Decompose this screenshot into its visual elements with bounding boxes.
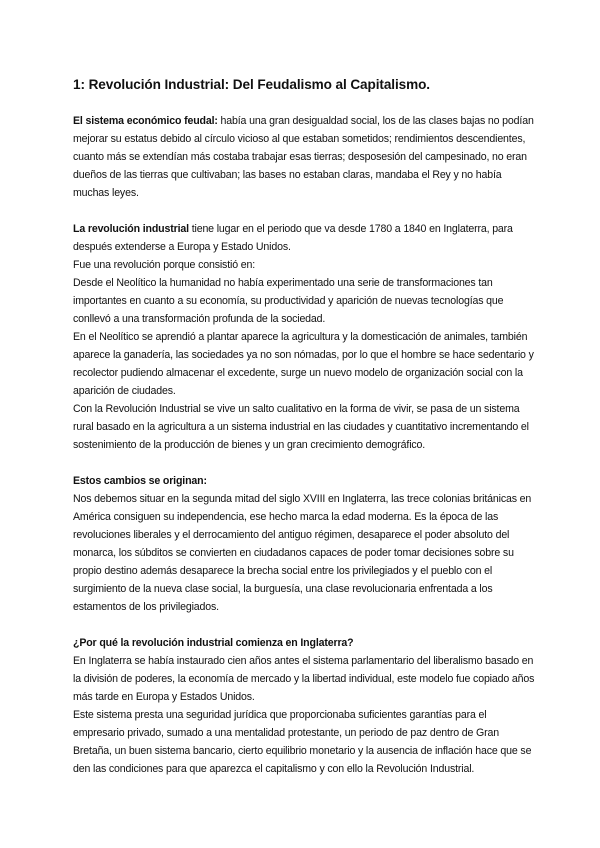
paragraph (73, 220, 538, 256)
paragraph: En el Neolítico se aprendió a plantar aparece la agricultura y la domesticación de animales, también aparece la ganadería, las sociedades ya no son nómadas, por lo que el hombre se hace sedentario y recolector pudiendo almacenar el excedente, surge un nuevo modelo de organización social con la aparición de ciudades. (73, 331, 534, 397)
section-heading: ¿Por qué la revolución industrial comienza en Inglaterra? (73, 637, 354, 649)
page-title: 1: Revolución Industrial: Del Feudalismo al Capitalismo. (73, 77, 430, 92)
paragraph-text: tiene lugar en el periodo que va desde 1780 a 1840 en Inglaterra, para después extenderse a Europa y Estado Unidos. (73, 223, 513, 253)
section-heading: Estos cambios se originan: (73, 475, 207, 487)
paragraph-text: había una gran desigualdad social, los de las clases bajas no podían mejorar su estatus debido al círculo vicioso al que estaban sometidos; rendimientos descendientes, cuanto más se extendían más costaba trabajar esas tierras; desposesión del campesinado, no eran dueños de las tierras que cultivaban; las bases no estaban claras, mandaba el Rey y no había muchas leyes. (73, 115, 534, 199)
paragraph: En Inglaterra se había instaurado cien años antes el sistema parlamentario del liberalismo basado en la división de poderes, la economía de mercado y la libertad individual, este modelo fue copiado años más tarde en Europa y Estados Unidos. (73, 655, 535, 703)
bold-term: La revolución industrial (73, 223, 189, 235)
paragraph: Nos debemos situar en la segunda mitad del siglo XVIII en Inglaterra, las trece colonias británicas en América consiguen su independencia, ese hecho marca la edad moderna. Es la época de las revoluciones liberales y el derrocamiento del antiguo régimen, desaparece el poder absoluto del monarca, los súbditos se convierten en ciudadanos capaces de poder tomar decisiones sobre su propio destino además desaparece la brecha social entre los privilegiados y el pueblo con el surgimiento de la nueva clase social, la burguesía, una clase revolucionaria enfrentada a los estamentos de los privilegiados. (73, 493, 532, 613)
section-origins (73, 472, 538, 616)
section-industrial-revolution (73, 220, 538, 454)
paragraph: Con la Revolución Industrial se vive un salto cualitativo en la forma de vivir, se pasa de un sistema rural basado en la agricultura a un sistema industrial en las ciudades y cuantitativo incrementando el sostenimiento de la producción de bienes y un gran crecimiento demográfico. (73, 403, 529, 451)
bold-term: El sistema económico feudal: (73, 115, 218, 127)
paragraph: Desde el Neolítico la humanidad no había experimentado una serie de transformaciones tan importantes en cuanto a su economía, su productividad y aparición de nuevas tecnologías que conllevó a una transformación profunda de la sociedad. (73, 277, 504, 325)
paragraph: Este sistema presta una seguridad jurídica que proporcionaba suficientes garantías para el empresario privado, sumado a una mentalidad protestante, un periodo de paz dentro de Gran Bretaña, un buen sistema bancario, cierto equilibrio monetario y la ausencia de inflación hace que se den las condiciones para que aparezca el capitalismo y con ello la Revolución Industrial. (73, 709, 532, 775)
paragraph: Fue una revolución porque consistió en: (73, 259, 256, 271)
section-feudal-system (73, 112, 538, 202)
section-why-england (73, 634, 538, 778)
paragraph (73, 112, 538, 202)
